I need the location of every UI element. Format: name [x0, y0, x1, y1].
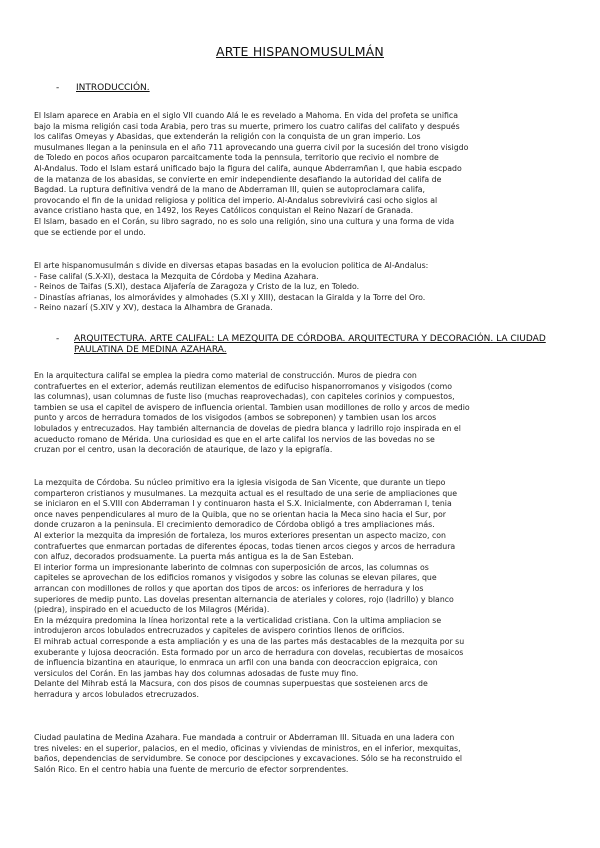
section-heading-introduccion — [56, 83, 536, 94]
list-item: - Dinastías afrianas, los almorávides y almohades (S.XI y XIII), destacan la Giralda y la Torre del Oro. — [34, 292, 426, 302]
text-line: musulmanes llegan a la peninsula en el año 711 aprovecando una guerra civil por la sucesión del trono visigdo — [34, 142, 469, 152]
paragraph-medina-azahara — [34, 733, 572, 775]
text-line: tres niveles: en el superior, palacios, en el medio, oficinas y viviendas de ministros, en el inferior, mexquitas, — [34, 743, 461, 753]
text-line: acueducto romano de Mérida. Una curiosidad es que en el arte califal los nervios de las bovedas no se — [34, 434, 435, 444]
text-line: (piedra), inspirado en el acueducto de los Milagros (Mérida). — [34, 605, 270, 615]
text-line: tambien se usa el capitel de avispero de influencia oriental. Tambien usan modillones de rollo y arcos de medio — [34, 402, 470, 412]
text-line: lobulados y entrecuzados. Hay también alternancia de dovelas de piedra blanca y ladrillo rojo inspirada en el — [34, 423, 461, 433]
text-line: contrafuertes que enmarcan portadas de diferentes épocas, todas tienen arcos ciegos y arcos de herradura — [34, 541, 456, 551]
text-line: baños, dependencias de servidumbre. Se conoce por descipciones y excavaciones. Sólo se ha reconstruido el — [34, 754, 463, 764]
text-line: introdujeron arcos lobulados entrecruzados y capiteles de avispero corintios llenos de orificios. — [34, 626, 405, 636]
text-line: los califas Omeyas y Abasidas, que extenderán la religión con la conquista de un gran imperio. Los — [34, 132, 421, 142]
heading-dash: - — [56, 334, 60, 344]
text-line: La mezquita de Córdoba. Su núcleo primitivo era la iglesia visigoda de San Vicente, que durante un tiepo — [34, 478, 446, 487]
text-line: que se ectiende por el undo. — [34, 227, 146, 237]
text-line: El Islam aparece en Arabia en el siglo VII cuando Alá le es revelado a Mahoma. En vida del profeta se unifica — [34, 111, 458, 120]
text-line: Delante del Mihrab está la Macsura, con dos pisos de coumnas superpuestas que sosteienen arcs de — [34, 679, 428, 689]
text-line: Al-Andalus. Todo el Islam estará unificado bajo la figura del califa, aunque Abderramñan I, que habia escpado — [34, 163, 462, 173]
text-line: Salón Rico. En el centro habia una fuente de mercurio de efector sorprendentes. — [34, 764, 349, 774]
text-line: exuberante y lujosa deocración. Esta formado por un arco de herradura con dovelas, recubiertas de mosaicos — [34, 647, 464, 657]
text-line: arrancan con modillones de rollos y que aportan dos tipos de arcos: os inferiores de herradura y los — [34, 583, 424, 593]
text-line: provocando el fin de la unidad religiosa y politica del imperio. Al-Andalus sobrevivirá casi ocho siglos al — [34, 195, 438, 205]
text-line: El mihrab actual corresponde a esta ampliación y es una de las partes más destacables de la mezquita por su — [34, 636, 465, 646]
paragraph-mezquita-cordoba — [34, 478, 572, 700]
heading-dash: - — [56, 83, 60, 93]
list-item: - Fase califal (S.X-XI), destaca la Mezquita de Córdoba y Medina Azahara. — [34, 271, 319, 281]
text-line: capiteles se aprovechan de los edificios romanos y visigodos y sobre las colunas se elevan pilares, que — [34, 573, 437, 583]
text-line: cruzan por el centro, usan la decoración de ataurique, de lazo y la epigrafía. — [34, 445, 333, 455]
heading-text: ARQUITECTURA. ARTE CALIFAL: LA MEZQUITA DE CÓRDOBA. ARQUITECTURA Y DECORACIÓN. LA CIUDAD — [74, 334, 546, 344]
text-line: con alfuz, decorados prodsuamente. La puerta más antigua es la de San Esteban. — [34, 552, 354, 562]
text-line: El interior forma un impresionante laberinto de colmnas con superposición de arcos, las columnas os — [34, 562, 429, 572]
list-item: - Reinos de Taifas (S.XI), destaca Aljafería de Zaragoza y Cristo de la luz, en Toledo. — [34, 282, 360, 292]
text-line: El Islam, basado en el Corán, su libro sagrado, no es solo una religión, sino una cultura y una forma de vida — [34, 216, 455, 226]
text-line: punto y arcos de herradura tomados de los visigodos (ambos se sobreponen) y tambien usan los arcos — [34, 413, 437, 423]
text-line: contrafuertes en el exterior, además reutilizan elementos de edifuciso hispanorromanos y visigodos (como — [34, 381, 452, 391]
text-line: comparteron cristianos y musulmanes. La mezquita actual es el resultado de una serie de ampliaciones que — [34, 488, 458, 498]
paragraph-arquitectura-califal — [34, 371, 572, 456]
text-line: En la arquitectura califal se emplea la piedra como material de construcción. Muros de piedra con — [34, 371, 417, 380]
text-line: Ciudad paulatina de Medina Azahara. Fue mandada a contruir or Abderraman III. Situada en una ladera con — [34, 733, 455, 742]
text-line: superiores de medip punto. Las dovelas presentan alternancia de ateriales y colores, rojo (ladrillo) y blanco — [34, 594, 454, 604]
section-heading-arquitectura — [56, 334, 546, 356]
text-line: Al exterior la mezquita da impresión de fortaleza, los muros exteriores presentan un aspecto macizo, con — [34, 530, 446, 540]
heading-text: PAULATINA DE MEDINA AZAHARA. — [74, 345, 227, 355]
text-line: se iniciaron en el S.VIII con Abderraman I y continuaron hasta el S.X. Inicialmente, con Abderraman I, tenia — [34, 499, 452, 509]
text-line: En la mézquira predomina la línea horizontal rete a la verticalidad cristiana. Con la ultima ampliacion se — [34, 615, 442, 625]
text-line: donde cruzaron a la peninsula. El crecimiento demoradico de Córdoba obligó a tres ampliaciones más. — [34, 520, 435, 530]
paragraph-etapas — [34, 261, 572, 314]
text-line: de la matanza de los abasidas, se convierte en emir independiente desafiando la autoridad del califa de — [34, 174, 442, 184]
text-line: herradura y arcos lobulados etrecruzados. — [34, 689, 199, 699]
text-line: las columnas), usan columnas de fuste liso (muchas reaprovechadas), con capiteles corinios y compuestos, — [34, 392, 455, 402]
text-line: de Toledo en pocos años ocuparon parcaitcamente toda la pennsula, territorio que recivio el nombre de — [34, 153, 439, 163]
text-line: avance cristiano hasta que, en 1492, los Reyes Católicos conquistan el Reino Nazarí de Granada. — [34, 206, 414, 216]
text-line: versiculos del Corán. En las jambas hay dos columnas adosadas de fuste muy fino. — [34, 668, 359, 678]
text-line: once naves penpendiculares al muro de la Quibla, que no se orientan hacia la Meca sino hacia el Sur, por — [34, 509, 446, 519]
heading-text: INTRODUCCIÓN. — [76, 83, 150, 93]
page-title: ARTE HISPANOMUSULMÁN — [215, 44, 384, 59]
paragraph-introduccion — [34, 111, 572, 238]
text-line: bajo la misma religión casi toda Arabia, pero tras su muerte, primero los cuatro califas del califato y después — [34, 121, 460, 131]
text-line: de influencia bizantina en ataurique, lo enmraca un arfil con una banda con deocraccion epigraica, con — [34, 658, 438, 668]
list-item: - Reino nazarí (S.XIV y XV), destaca la Alhambra de Granada. — [34, 303, 273, 313]
text-line: Bagdad. La ruptura definitiva vendrá de la mano de Abderraman III, quien se autoproclamara califa, — [34, 185, 426, 195]
text-line: El arte hispanomusulmán s divide en diversas etapas basadas en la evolucion politica de Al-Andalus: — [34, 261, 429, 270]
